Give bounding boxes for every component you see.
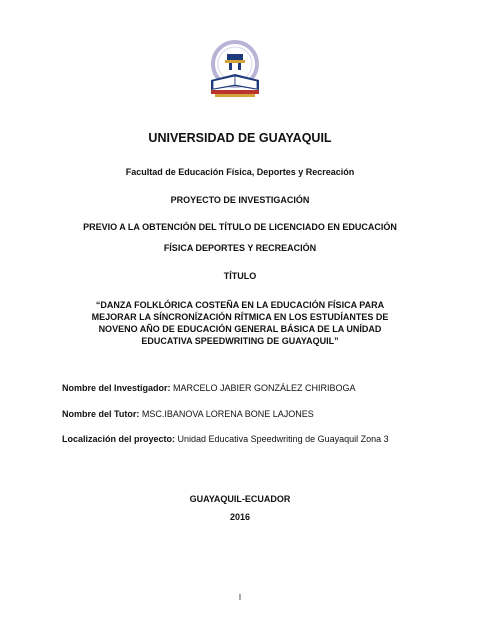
degree-line-2: FÍSICA DEPORTES Y RECREACIÓN	[163, 243, 317, 253]
tutor-label: Nombre del Tutor:	[62, 409, 140, 419]
thesis-title-line: EDUCATIVA SPEEDWRITING DE GUAYAQUIL”	[141, 336, 339, 346]
university-name: UNIVERSIDAD DE GUAYAQUIL	[148, 131, 332, 145]
location-value: Unidad Educativa Speedwriting de Guayaquil Zona 3	[175, 434, 389, 444]
page-number: I	[238, 593, 242, 602]
tutor-value: MSC.IBANOVA LORENA BONE LAJONES	[139, 409, 314, 419]
researcher-label: Nombre del Investigador:	[62, 383, 171, 393]
location-label: Localización del proyecto:	[62, 434, 176, 444]
thesis-title-line: NOVENO AÑO DE EDUCACIÓN GENERAL BÁSICA DE LA UNÍDAD	[98, 324, 382, 334]
tutor-field	[62, 409, 314, 419]
thesis-title-line: MEJORAR LA SÍNCRONÍZACIÓN RÍTMICA EN LOS ESTUDÍANTES DE	[91, 312, 389, 322]
degree-line-1: PREVIO A LA OBTENCIÓN DEL TÍTULO DE LICENCIADO EN EDUCACIÓN	[83, 222, 397, 232]
year: 2016	[229, 512, 251, 522]
faculty-name: Facultad de Educación Física, Deportes y Recreación	[125, 167, 355, 177]
thesis-title-line: “DANZA FOLKLÓRICA COSTEÑA EN LA EDUCACIÓN FÍSICA PARA	[95, 300, 385, 310]
researcher-field	[62, 383, 356, 393]
location-field	[62, 434, 389, 444]
project-type: PROYECTO DE INVESTIGACIÓN	[170, 195, 310, 205]
city-country: GUAYAQUIL-ECUADOR	[189, 494, 291, 504]
title-heading: TÍTULO	[223, 271, 257, 281]
researcher-value: MARCELO JABIER GONZÁLEZ CHIRIBOGA	[170, 383, 356, 393]
university-seal-icon	[205, 36, 265, 106]
thesis-title	[40, 299, 440, 347]
